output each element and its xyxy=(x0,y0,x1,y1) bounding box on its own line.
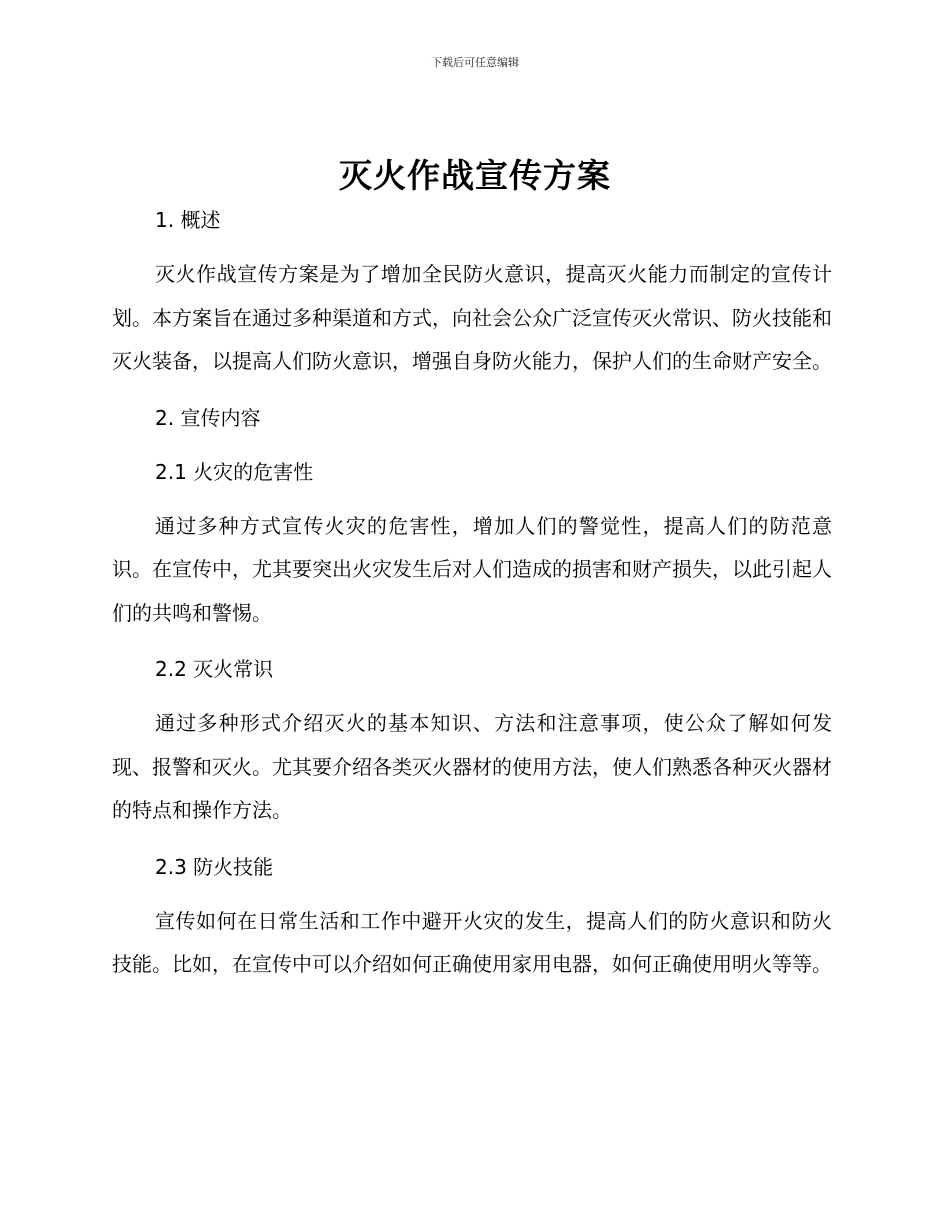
heading-fire-prevention-skills: 2.3 防火技能 xyxy=(155,854,274,879)
paragraph-firefighting-knowledge: 通过多种形式介绍灭火的基本知识、方法和注意事项，使公众了解如何发现、报警和灭火。尤其要介绍各类灭火器材的使用方法，使人们熟悉各种灭火器材的特点和操作方法。 xyxy=(112,711,832,822)
heading-overview: 1. 概述 xyxy=(155,208,221,232)
page-header-note: 下载后可任意编辑 xyxy=(431,56,519,69)
paragraph-fire-prevention-skills: 宣传如何在日常生活和工作中避开火灾的发生，提高人们的防火意识和防火技能。比如，在宣传中可以介绍如何正确使用家用电器，如何正确使用明火等等。 xyxy=(112,908,832,976)
heading-fire-hazards: 2.1 火灾的危害性 xyxy=(155,459,314,484)
paragraph-overview: 灭火作战宣传方案是为了增加全民防火意识，提高灭火能力而制定的宣传计划。本方案旨在通过多种渠道和方式，向社会公众广泛宣传灭火常识、防火技能和灭火装备，以提高人们防火意识，增强自身防火能力，保护人们的生命财产安全。 xyxy=(112,262,832,373)
document-body xyxy=(112,200,832,987)
heading-publicity-content: 2. 宣传内容 xyxy=(155,405,261,430)
document-title: 灭火作战宣传方案 xyxy=(339,156,611,195)
paragraph-fire-hazards: 通过多种方式宣传火灾的危害性，增加人们的警觉性，提高人们的防范意识。在宣传中，尤其要突出火灾发生后对人们造成的损害和财产损失，以此引起人们的共鸣和警惕。 xyxy=(112,513,832,625)
heading-firefighting-knowledge: 2.2 灭火常识 xyxy=(155,657,274,681)
